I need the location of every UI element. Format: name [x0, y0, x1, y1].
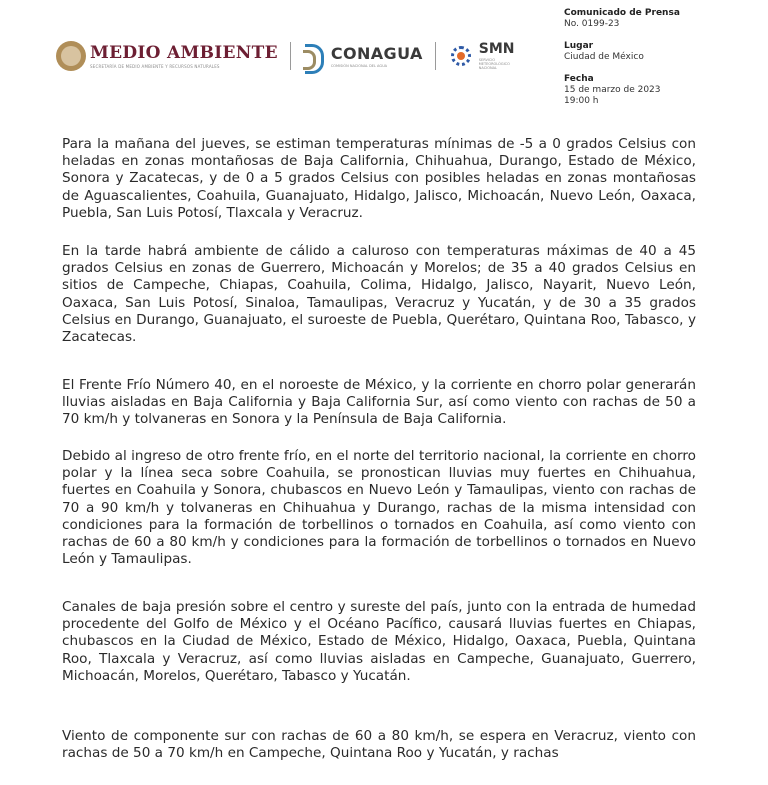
paragraph: Debido al ingreso de otro frente frío, en el norte del territorio nacional, la corriente en chorro polar y la línea seca sobre Coahuila, se pronostican lluvias muy fuertes en Chihuahua, fuertes en Coahuila y Sonora, chubascos en Nuevo León y Tamaulipas, viento con rachas de 70 a 90 km/h y tolvaneras en Chihuahua y Durango, rachas de la misma intensidad con condiciones para la formación de torbellinos o tornados en Coahuila, así como viento con rachas de 60 a 80 km/h y condiciones para la formación de torbellinos o tornados en Nuevo León y Tamaulipas.: [62, 448, 696, 568]
logo-divider: [435, 42, 436, 70]
lugar-value: Ciudad de México: [564, 52, 644, 62]
smn-subtitle: SERVICIO METEOROLÓGICO NACIONAL: [478, 58, 510, 70]
fecha-value: 15 de marzo de 2023: [564, 85, 661, 95]
paragraph: En la tarde habrá ambiente de cálido a caluroso con temperaturas máximas de 40 a 45 grados Celsius en zonas de Guerrero, Michoacán y Morelos; de 35 a 40 grados Celsius en sitios de Campeche, Chiapas, Coahuila, Colima, Hidalgo, Jalisco, Nayarit, Nuevo León, Oaxaca, San Luis Potosí, Sinaloa, Tamaulipas, Veracruz y Yucatán, y de 30 a 35 grados Celsius en Durango, Guanajuato, el suroeste de Puebla, Querétaro, Quintana Roo, Tabasco, y Zacatecas.: [62, 243, 696, 346]
smn-logo: [479, 42, 527, 70]
conagua-drop-icon: [303, 41, 327, 71]
logo-divider: [290, 42, 291, 70]
paragraph: Viento de componente sur con rachas de 60 a 80 km/h, se espera en Veracruz, viento con rachas de 50 a 70 km/h en Campeche, Quintana Roo y Yucatán, y rachas: [62, 728, 696, 762]
conagua-logo: [331, 45, 423, 68]
comunicado-number: No. 0199-23: [564, 19, 620, 29]
semarnat-subtitle: SECRETARÍA DE MEDIO AMBIENTE Y RECURSOS NATURALES: [90, 63, 220, 69]
semarnat-logo: [90, 44, 278, 69]
conagua-name: CONAGUA: [330, 43, 423, 63]
semarnat-name: MEDIO AMBIENTE: [90, 42, 278, 63]
paragraph: Canales de baja presión sobre el centro y sureste del país, junto con la entrada de humedad procedente del Golfo de México y el Océano Pacífico, causará lluvias fuertes en Chiapas, chubascos en la Ciudad de México, Estado de México, Hidalgo, Oaxaca, Puebla, Quintana Roo, Tlaxcala y Veracruz, así como lluvias aisladas en Campeche, Guanajuato, Guerrero, Michoacán, Morelos, Querétaro, Tabasco y Yucatán.: [62, 599, 696, 684]
paragraph: Para la mañana del jueves, se estiman temperaturas mínimas de -5 a 0 grados Celsius con heladas en zonas montañosas de Baja California, Chihuahua, Durango, Estado de México, Sonora y Zacatecas, y de 0 a 5 grados Celsius con posibles heladas en zonas montañosas de Aguascalientes, Coahuila, Guanajuato, Hidalgo, Jalisco, Michoacán, Nuevo León, Oaxaca, Puebla, San Luis Potosí, Tlaxcala y Veracruz.: [62, 136, 696, 221]
conagua-subtitle: COMISIÓN NACIONAL DEL AGUA: [330, 63, 388, 68]
fecha-label: Fecha: [564, 74, 594, 84]
lugar-label: Lugar: [564, 41, 594, 51]
paragraph: El Frente Frío Número 40, en el noroeste de México, y la corriente en chorro polar generarán lluvias aisladas en Baja California y Baja California Sur, así como viento con rachas de 50 a 70 km/h y tolvaneras en Sonora y la Península de Baja California.: [62, 377, 696, 428]
header-logos: [56, 38, 527, 74]
smn-name: SMN: [478, 41, 515, 57]
national-seal-icon: [56, 41, 86, 71]
release-metadata: [564, 8, 754, 107]
hora-value: 19:00 h: [564, 96, 599, 106]
comunicado-label: Comunicado de Prensa: [564, 8, 680, 18]
smn-emblem-icon: [448, 43, 474, 69]
